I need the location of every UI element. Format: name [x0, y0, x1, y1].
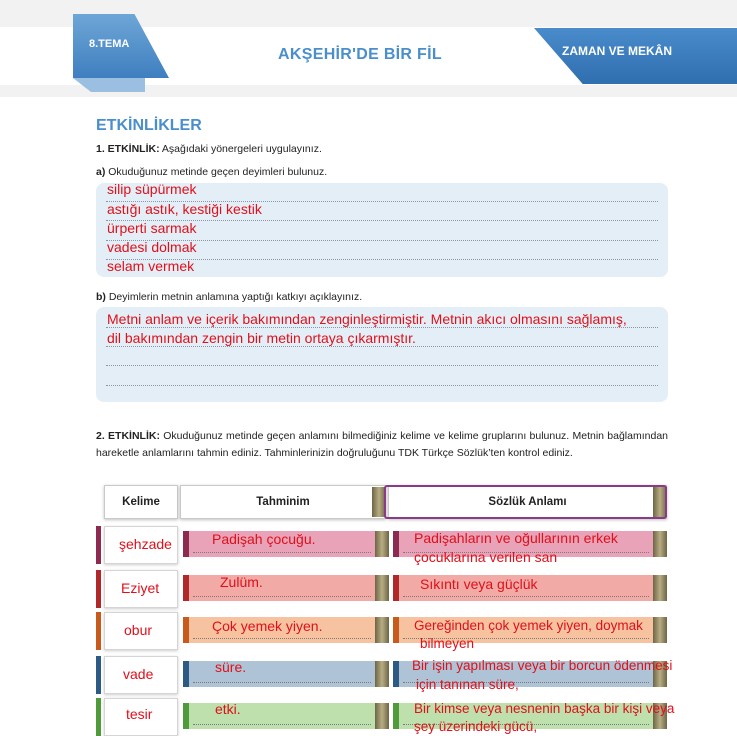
header-tahminim: Tahminim — [180, 485, 386, 519]
meaning-text: için tanınan süre, — [416, 677, 519, 692]
guess-text: Padişah çocuğu. — [212, 531, 316, 547]
activity1-a-instruction: a) Okuduğunuz metinde geçen deyimleri bulunuz. — [96, 166, 328, 178]
guess-text: Zulüm. — [220, 574, 263, 590]
word-text: Eziyet — [121, 580, 160, 596]
table-row — [96, 570, 669, 608]
explanation-answer-line: dil bakımından zengin bir metin ortaya çıkarmıştır. — [107, 330, 416, 346]
theme-label: ZAMAN VE MEKÂN — [562, 44, 672, 58]
guess-cell[interactable] — [183, 661, 389, 687]
meaning-text: çocuklarına verilen san — [414, 549, 558, 565]
header-outline — [384, 485, 667, 519]
guess-text: etki. — [215, 701, 241, 717]
meaning-text: Padişahların ve oğullarının erkek — [414, 530, 618, 546]
meaning-text: Gereğinden çok yemek yiyen, doymak — [414, 618, 643, 633]
table-header — [104, 485, 669, 519]
meaning-text: şey üzerindeki gücü, — [414, 719, 538, 734]
meaning-text: Bir işin yapılması veya bir borcun ödenmesi — [412, 658, 673, 673]
guess-text: süre. — [215, 659, 247, 675]
idiom-answer: ürperti sarmak — [107, 220, 197, 236]
idiom-answer: vadesi dolmak — [107, 239, 197, 255]
tema-label: 8.TEMA — [89, 38, 130, 50]
section-title: ETKİNLİKLER — [96, 117, 202, 134]
word-text: tesir — [126, 706, 153, 722]
page-title: AKŞEHİR'DE BİR FİL — [278, 46, 442, 63]
meaning-text: bilmeyen — [420, 636, 475, 651]
guess-cell[interactable] — [183, 703, 389, 729]
activity2-instruction: 2. ETKİNLİK: Okuduğunuz metinde geçen anlamını bilmediğiniz kelime ve kelime gruplarını bulunuz. Metnin bağlamından hareketle anlamlarını tahmin ediniz. Tahminlerinizin doğruluğunu TDK Türkçe Sözlük’ten kontrol ediniz. — [96, 430, 668, 459]
explanation-answer-line: Metni anlam ve içerik bakımından zenginleştirmiştir. Metnin akıcı olmasını sağlamış, — [107, 311, 627, 327]
guess-cell[interactable] — [183, 575, 389, 601]
guess-text: Çok yemek yiyen. — [212, 618, 323, 634]
idiom-answer: silip süpürmek — [107, 181, 197, 197]
word-text: obur — [124, 622, 153, 638]
tema-tab — [73, 14, 169, 92]
activity1-b-instruction: b) Deyimlerin metnin anlamına yaptığı katkıyı açıklayınız. — [96, 291, 363, 303]
meaning-text: Bir kimse veya nesnenin başka bir kişi veya — [414, 701, 675, 716]
header-sozluk-anlami: Sözlük Anlamı — [388, 485, 667, 519]
word-text: şehzade — [119, 536, 172, 552]
activity1-instruction: 1. ETKİNLİK: Aşağıdaki yönergeleri uygulayınız. — [96, 143, 322, 155]
idiom-answer: astığı astık, kestiği kestik — [107, 201, 262, 217]
word-text: vade — [123, 666, 154, 682]
header-kelime: Kelime — [104, 485, 178, 519]
meaning-text: Sıkıntı veya güçlük — [420, 576, 538, 592]
idiom-answer: selam vermek — [107, 258, 195, 274]
